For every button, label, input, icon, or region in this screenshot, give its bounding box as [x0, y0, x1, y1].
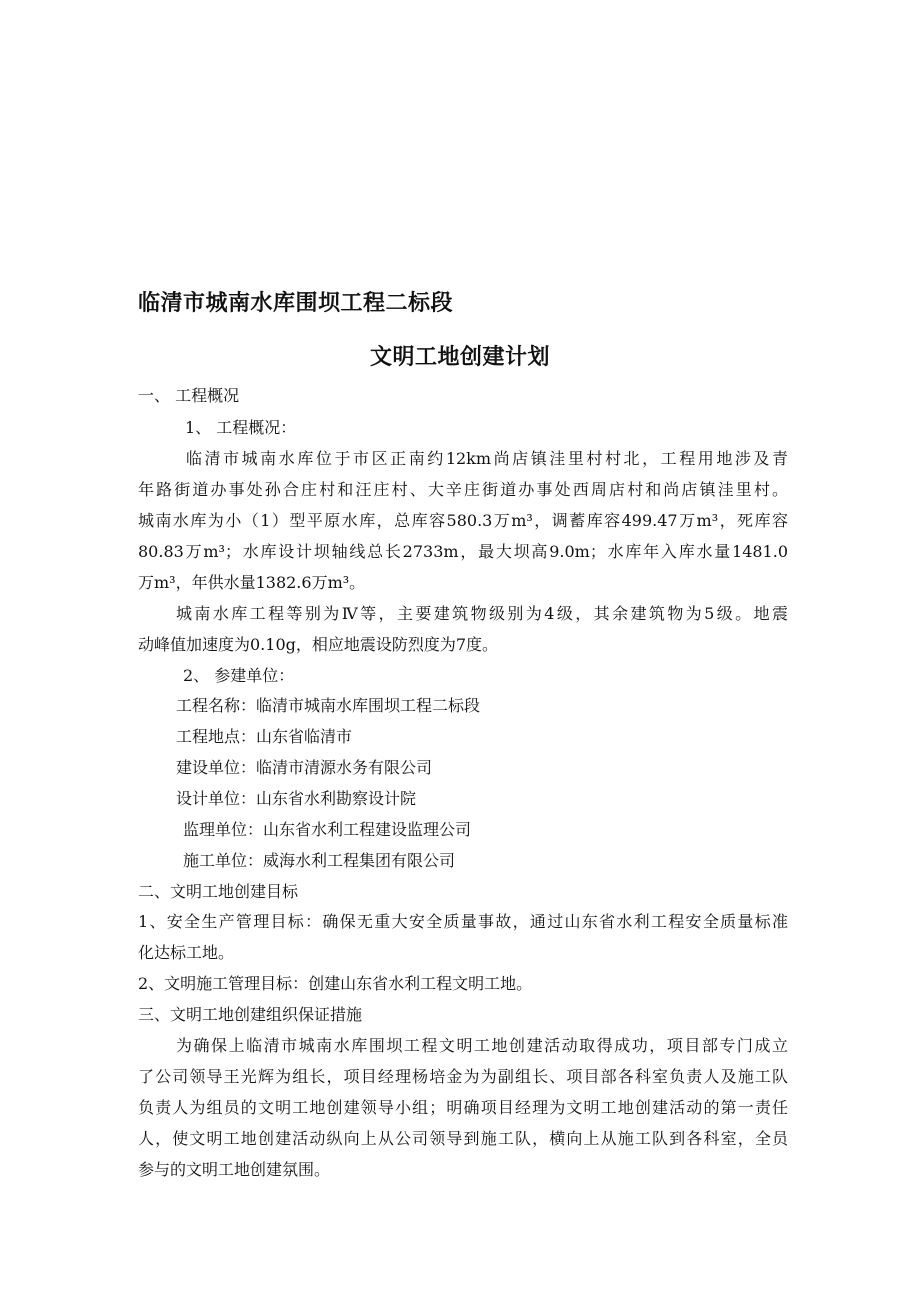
document-title-line2: 文明工地创建计划 — [369, 345, 550, 370]
section-heading-3: 三、文明工地创建组织保证措施 — [138, 1005, 363, 1024]
project-info-line: 工程地点：山东省临清市 — [176, 727, 353, 746]
paragraph-line: 临清市城南水库位于市区正南约12km尚店镇洼里村村北，工程用地涉及青 — [186, 449, 788, 468]
paragraph-line: 80.83万m³；水库设计坝轴线总长2733m，最大坝高9.0m；水库年入库水量1481.0 — [138, 542, 788, 561]
paragraph-line: 参与的文明工地创建氛围。 — [138, 1160, 331, 1179]
paragraph-line: 化达标工地。 — [138, 943, 235, 962]
paragraph-line: 城南水库工程等别为Ⅳ等，主要建筑物级别为4级，其余建筑物为5级。地震 — [176, 604, 788, 623]
paragraph-line: 为确保上临清市城南水库围坝工程文明工地创建活动取得成功，项目部专门成立 — [176, 1036, 788, 1055]
paragraph-line: 1、安全生产管理目标：确保无重大安全质量事故，通过山东省水利工程安全质量标准 — [138, 912, 788, 931]
project-info-line: 工程名称：临清市城南水库围坝工程二标段 — [176, 696, 481, 715]
paragraph-line: 动峰值加速度为0.10g，相应地震设防烈度为7度。 — [138, 635, 499, 654]
project-info-line: 监理单位：山东省水利工程建设监理公司 — [183, 820, 472, 839]
document-title-line1: 临清市城南水库围坝工程二标段 — [138, 291, 454, 316]
project-info-line: 设计单位：山东省水利勘察设计院 — [176, 789, 417, 808]
paragraph-line: 了公司领导王光辉为组长，项目经理杨培金为为副组长、项目部各科室负责人及施工队 — [138, 1067, 788, 1086]
project-info-line: 施工单位：威海水利工程集团有限公司 — [183, 851, 456, 870]
paragraph-line: 负责人为组员的文明工地创建领导小组；明确项目经理为文明工地创建活动的第一责任 — [138, 1098, 788, 1117]
project-info-line: 建设单位：临清市清源水务有限公司 — [176, 758, 433, 777]
section-heading-1: 一、 工程概况 — [138, 386, 240, 405]
paragraph-line: 2、文明施工管理目标：创建山东省水利工程文明工地。 — [138, 974, 533, 993]
paragraph-line: 年路街道办事处孙合庄村和汪庄村、大辛庄街道办事处西周店村和尚店镇洼里村。 — [138, 480, 788, 499]
subsection-heading-1-2: 2、 参建单位： — [183, 666, 295, 685]
subsection-heading-1-1: 1、 工程概况： — [185, 418, 297, 437]
paragraph-line: 人，使文明工地创建活动纵向上从公司领导到施工队，横向上从施工队到各科室，全员 — [138, 1129, 788, 1148]
section-heading-2: 二、文明工地创建目标 — [138, 882, 299, 901]
paragraph-line: 城南水库为小（1）型平原水库，总库容580.3万m³，调蓄库容499.47万m³，死库容 — [138, 511, 788, 530]
paragraph-line: 万m³，年供水量1382.6万m³。 — [138, 573, 366, 592]
